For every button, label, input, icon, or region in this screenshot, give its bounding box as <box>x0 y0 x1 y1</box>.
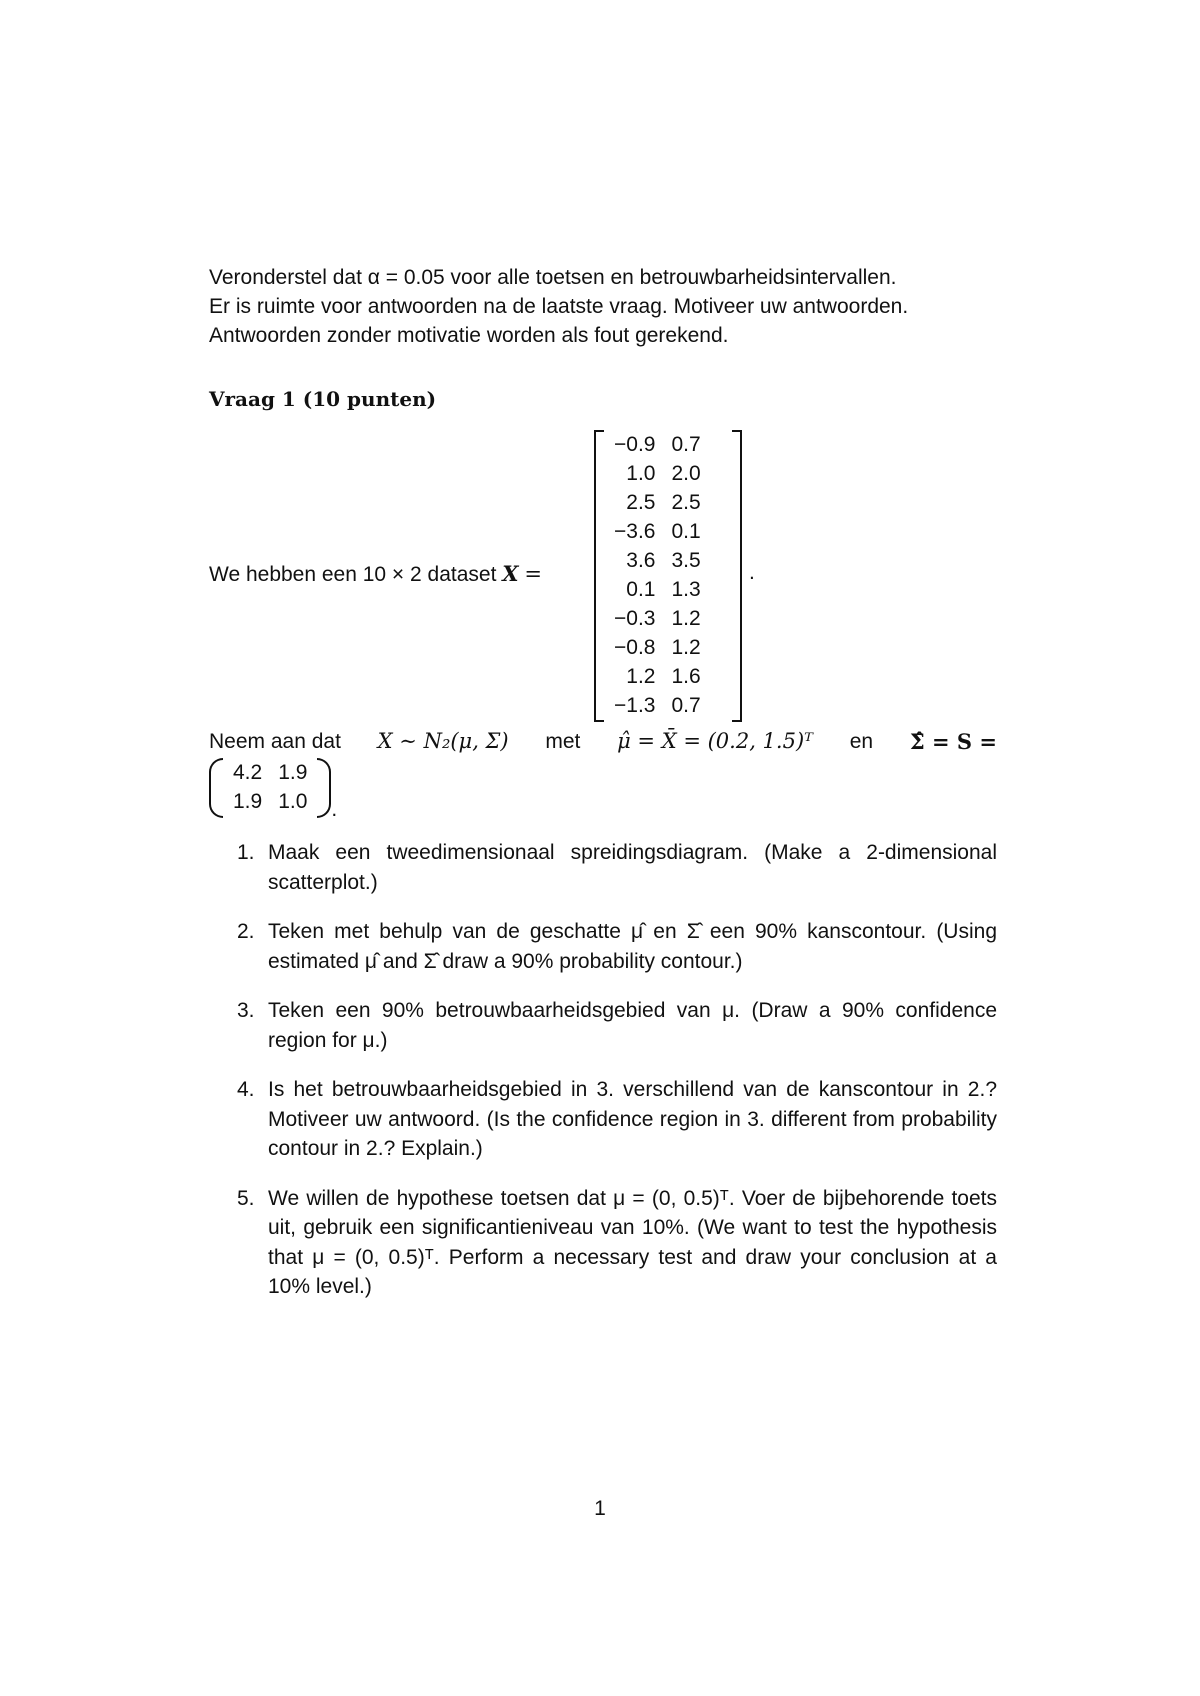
sub-question-text: Is het betrouwbaarheidsgebied in 3. verschillend van de kanscontour in 2.? Motiveer uw antwoord. (Is the confidence region in 3. different from probability contour in 2.? Explain.) <box>268 1078 997 1160</box>
matrix-cell: 1.2 <box>626 664 656 688</box>
assumption-met: met <box>545 730 581 753</box>
sub-question-item <box>209 1184 997 1302</box>
dataset-definition <box>209 424 997 724</box>
page-number: 1 <box>594 1497 606 1520</box>
matrix-cell: 3.6 <box>626 548 656 572</box>
matrix-period: . <box>749 561 755 584</box>
instruction-line-3: Antwoorden zonder motivatie worden als fout gerekend. <box>209 324 729 347</box>
sub-question-text: Teken met behulp van de geschatte μ̂ en Σ̂ een 90% kanscontour. (Using estimated μ̂ and Σ̂ draw a 90% probability contour.) <box>268 920 997 973</box>
sub-question-number: 1. <box>237 841 255 864</box>
matrix-row <box>608 604 707 633</box>
assumption-en: en <box>849 730 874 753</box>
matrix-row <box>608 575 707 604</box>
sub-question-text: We willen de hypothese toetsen dat μ = (0, 0.5)ᵀ. Voer de bijbehorende toets uit, gebruik een significantieniveau van 10%. (We want to test the hypothesis that μ = (0, 0.5)ᵀ. Perform a necessary test and draw your conclusion at a 10% level.) <box>268 1186 997 1298</box>
cov-period: . <box>331 798 338 821</box>
assumption-neem: Neem aan dat <box>209 730 341 753</box>
dataset-symbol: X <box>502 561 519 586</box>
cov-cell: 4.2 <box>233 761 263 784</box>
matrix-cell: 3.5 <box>671 548 701 572</box>
instruction-line-2: Er is ruimte voor antwoorden na de laatste vraag. Motiveer uw antwoorden. <box>209 295 909 318</box>
cov-cell: 1.0 <box>278 790 308 813</box>
matrix-row <box>608 546 707 575</box>
matrix-row <box>608 517 707 546</box>
matrix-cell: −0.8 <box>614 635 656 659</box>
matrix-cell: −3.6 <box>614 519 656 543</box>
matrix-bracket-right <box>732 430 742 722</box>
matrix-cell: 0.1 <box>626 577 656 601</box>
matrix-cell: −1.3 <box>614 693 656 717</box>
dataset-label-text: We hebben een 10 × 2 dataset <box>209 563 497 586</box>
sub-question-item <box>209 1075 997 1164</box>
sub-question-number: 5. <box>237 1186 255 1210</box>
instruction-line-1: Veronderstel dat α = 0.05 voor alle toetsen en betrouwbarheidsintervallen. <box>209 266 897 289</box>
matrix-cell: 2.5 <box>671 490 701 514</box>
sub-question-number: 4. <box>237 1078 255 1101</box>
covariance-matrix-table <box>225 758 315 816</box>
instructions <box>209 263 997 350</box>
matrix-cell: 1.6 <box>671 664 701 688</box>
sub-question-item <box>209 996 997 1055</box>
model-assumption <box>209 727 997 824</box>
cov-cell: 1.9 <box>278 761 308 784</box>
data-matrix <box>594 430 742 718</box>
matrix-row <box>608 488 707 517</box>
sub-question-item <box>209 838 997 897</box>
cov-cell: 1.9 <box>233 790 263 813</box>
sub-question-text: Teken een 90% betrouwbaarheidsgebied van μ. (Draw a 90% confidence region for μ.) <box>268 999 997 1052</box>
matrix-cell: 0.7 <box>671 693 701 717</box>
matrix-cell: 1.2 <box>671 606 701 630</box>
assumption-line <box>209 727 997 756</box>
matrix-row <box>608 662 707 691</box>
cov-row <box>225 787 315 816</box>
matrix-row <box>608 459 707 488</box>
cov-paren-right <box>317 758 331 818</box>
cov-paren-left <box>209 758 223 818</box>
equals-sign: = <box>524 562 543 586</box>
assumption-mean-estimate: μ̂ = X̄ = (0.2, 1.5)ᵀ <box>617 729 813 753</box>
cov-row <box>225 758 315 787</box>
matrix-cell: 2.0 <box>671 461 701 485</box>
dataset-label <box>209 561 542 587</box>
matrix-cell: 0.1 <box>671 519 701 543</box>
matrix-row <box>608 691 707 720</box>
matrix-row <box>608 430 707 459</box>
matrix-cell: 1.3 <box>671 577 701 601</box>
data-matrix-table <box>608 430 707 720</box>
covariance-matrix <box>209 758 331 816</box>
sub-questions <box>209 838 997 1322</box>
matrix-cell: 1.2 <box>671 635 701 659</box>
sub-question-number: 3. <box>237 999 255 1022</box>
matrix-cell: −0.3 <box>614 606 656 630</box>
question-title: Vraag 1 (10 punten) <box>209 387 437 411</box>
matrix-cell: 0.7 <box>671 432 701 456</box>
sub-question-item <box>209 917 997 976</box>
matrix-cell: 2.5 <box>626 490 656 514</box>
matrix-row <box>608 633 707 662</box>
assumption-distribution: X ∼ N₂(μ, Σ) <box>377 729 509 753</box>
matrix-cell: −0.9 <box>614 432 656 456</box>
matrix-bracket-left <box>594 430 604 722</box>
assumption-cov-estimate: Σ̂ = S = <box>909 729 997 754</box>
sub-question-number: 2. <box>237 920 255 943</box>
sub-question-text: Maak een tweedimensionaal spreidingsdiagram. (Make a 2-dimensional scatterplot.) <box>268 841 997 894</box>
matrix-cell: 1.0 <box>626 461 656 485</box>
